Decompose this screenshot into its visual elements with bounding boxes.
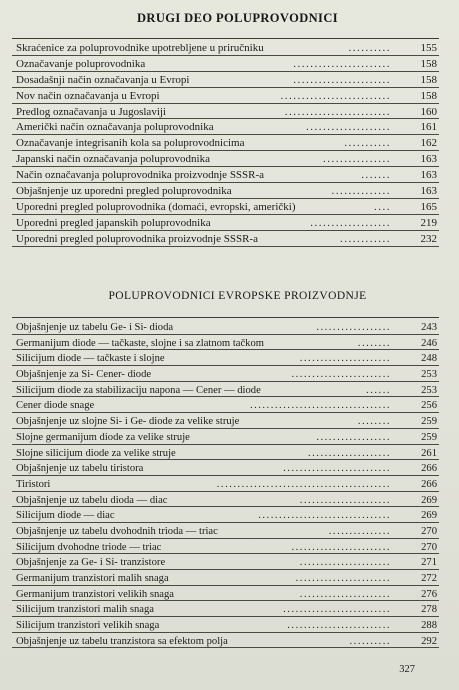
toc-entry-page-number: 253	[421, 384, 437, 396]
toc-entry	[12, 430, 439, 446]
toc-entry-title: Skraćenice za poluprovodnike upotrebljene u priručniku	[16, 42, 264, 54]
toc-entry-page-number: 266	[421, 478, 437, 490]
toc-entry-leader-dots: .......................	[293, 73, 391, 86]
toc-entry-leader-dots: ...............	[328, 525, 391, 537]
toc-entry	[12, 524, 439, 540]
toc-entry-leader-dots: ......................	[299, 494, 391, 506]
toc-entry-page-number: 253	[421, 369, 437, 381]
toc-entry-leader-dots: .........................	[284, 105, 391, 118]
toc-entry-page-number: 163	[420, 185, 437, 198]
toc-entry-title: Objašnjenje uz tabelu tiristora	[16, 463, 144, 475]
toc-entry-title: Slojne silicijum diode za velike struje	[16, 447, 176, 459]
toc-entry-title: Slojne germanijum diode za velike struje	[16, 431, 190, 443]
toc-entry-page-number: 266	[421, 463, 437, 475]
toc-entry	[12, 571, 439, 587]
toc-entry	[12, 398, 439, 414]
toc-entry-title: Silicijum tranzistori velikih snaga	[16, 620, 160, 632]
toc-entry-leader-dots: ....	[374, 200, 391, 213]
toc-entry-page-number: 246	[421, 337, 437, 349]
toc-entry-page-number: 162	[420, 137, 437, 150]
toc-entry	[12, 618, 439, 634]
toc-entry-title: Silicijum dvohodne triode — triac	[16, 541, 162, 553]
toc-entry-leader-dots: .......	[361, 169, 391, 182]
toc-entry-page-number: 248	[421, 353, 437, 365]
toc-entry-leader-dots: ............	[340, 232, 391, 245]
toc-entry-leader-dots: ........................	[291, 541, 391, 553]
toc-entry	[12, 57, 439, 73]
toc-entry	[12, 152, 439, 168]
toc-entry-page-number: 270	[421, 525, 437, 537]
toc-entry-leader-dots: ..........................	[283, 604, 391, 616]
toc-entry-page-number: 232	[420, 232, 437, 245]
toc-entry-leader-dots: ..........................	[280, 89, 391, 102]
toc-entry	[12, 508, 439, 524]
toc-entry-leader-dots: ...................	[310, 216, 391, 229]
toc-entry	[12, 136, 439, 152]
toc-entry	[12, 587, 439, 603]
toc-entry-title: Označavanje integrisanih kola sa poluprovodnicima	[16, 137, 245, 150]
toc-entry	[12, 73, 439, 89]
toc-entry	[12, 540, 439, 556]
toc-entry-title: Objašnjenje uz slojne Si- i Ge- diode za velike struje	[16, 416, 240, 428]
toc-entry-page-number: 155	[420, 42, 437, 54]
toc-entry-page-number: 270	[421, 541, 437, 553]
toc-entry-leader-dots: ....................	[308, 447, 391, 459]
toc-entry-leader-dots: ...........	[344, 137, 391, 150]
toc-entry	[12, 602, 439, 618]
section-title-drugi-deo: DRUGI DEO POLUPROVODNICI	[136, 11, 339, 25]
toc-entry-page-number: 288	[421, 620, 437, 632]
toc-entry-title: Objašnjenje uz tabelu Ge- i Si- dioda	[16, 322, 174, 333]
toc-entry	[12, 89, 439, 105]
toc-entry	[12, 493, 439, 509]
toc-entry-leader-dots: .........................	[287, 620, 391, 632]
page-number: 327	[399, 664, 415, 675]
toc-entry-leader-dots: ......................	[299, 557, 391, 569]
toc-entry-leader-dots: .......................	[295, 573, 391, 584]
toc-entry-title: Predlog označavanja u Jugoslaviji	[16, 105, 166, 118]
toc-entry-leader-dots: ..........	[349, 635, 391, 647]
toc-entry-title: Cener diode snage	[16, 400, 95, 412]
toc-entry-page-number: 256	[421, 400, 437, 412]
toc-entry-leader-dots: ..........................................	[216, 478, 391, 490]
toc-entry-page-number: 271	[421, 557, 437, 569]
toc-entry-title: Uporedni pregled poluprovodnika proizvodnje SSSR-a	[16, 232, 258, 245]
toc-entry	[12, 184, 439, 200]
toc-entry-title: Tiristori	[16, 478, 51, 490]
toc-entry-title: Objašnjenje za Ge- i Si- tranzistore	[16, 557, 166, 569]
toc-entry-title: Objašnjenje uz tabelu dioda — diac	[16, 494, 168, 506]
toc-entry-page-number: 276	[421, 588, 437, 600]
toc-entry	[12, 168, 439, 184]
toc-entry	[12, 336, 439, 352]
toc-entry-leader-dots: ......	[366, 384, 391, 396]
toc-list-section-2	[12, 320, 439, 649]
toc-entry	[12, 414, 439, 430]
toc-entry-leader-dots: ..................................	[249, 400, 391, 412]
toc-entry-page-number: 278	[421, 604, 437, 616]
toc-entry	[12, 634, 439, 650]
toc-entry-leader-dots: ....................	[306, 121, 391, 134]
toc-entry-page-number: 165	[420, 200, 437, 213]
toc-entry-leader-dots: ........	[357, 416, 391, 428]
toc-entry	[12, 320, 439, 336]
toc-entry	[12, 461, 439, 477]
section-divider	[12, 317, 439, 318]
toc-entry	[12, 477, 439, 493]
toc-entry	[12, 200, 439, 216]
toc-entry-title: Silicijum diode — tačkaste i slojne	[16, 353, 165, 365]
toc-entry-leader-dots: ................	[323, 153, 391, 166]
toc-entry	[12, 120, 439, 136]
toc-entry-page-number: 219	[420, 216, 437, 229]
toc-entry-page-number: 269	[421, 494, 437, 506]
toc-entry-leader-dots: ..................	[316, 431, 391, 443]
toc-entry-title: Američki način označavanja poluprovodnika	[16, 121, 214, 134]
toc-entry-title: Označavanje poluprovodnika	[16, 57, 146, 70]
toc-entry-leader-dots: ......................	[299, 588, 391, 600]
toc-entry-title: Objašnjenje uz tabelu tranzistora sa efektom polja	[16, 635, 228, 647]
toc-entry-page-number: 259	[421, 431, 437, 443]
toc-entry-leader-dots: ..........................	[283, 463, 391, 475]
toc-entry-page-number: 163	[420, 153, 437, 166]
toc-entry	[12, 232, 439, 248]
toc-entry	[12, 555, 439, 571]
toc-entry-title: Silicijum tranzistori malih snaga	[16, 604, 154, 616]
toc-entry-page-number: 161	[420, 121, 437, 134]
toc-entry-title: Germanijum diode — tačkaste, slojne i sa zlatnom tačkom	[16, 337, 265, 349]
toc-entry-page-number: 158	[420, 57, 437, 70]
toc-entry-leader-dots: ..................	[316, 322, 391, 333]
toc-entry-title: Dosadašnji način označavanja u Evropi	[16, 73, 190, 86]
toc-entry	[12, 105, 439, 121]
toc-entry-title: Germanijum tranzistori malih snaga	[16, 573, 169, 584]
toc-entry-page-number: 160	[420, 105, 437, 118]
toc-entry-title: Uporedni pregled poluprovodnika (domaći, evropski, američki)	[16, 200, 296, 213]
toc-entry	[12, 383, 439, 399]
toc-entry-leader-dots: .......................	[293, 57, 391, 70]
toc-entry-page-number: 163	[420, 169, 437, 182]
toc-entry-title: Nov način označavanja u Evropi	[16, 89, 160, 102]
toc-entry	[12, 446, 439, 462]
toc-entry-leader-dots: ..............	[331, 185, 391, 198]
toc-entry-page-number: 272	[421, 573, 437, 584]
toc-entry-title: Objašnjenje uz uporedni pregled poluprovodnika	[16, 185, 232, 198]
toc-entry-title: Objašnjenje uz tabelu dvohodnih trioda — triac	[16, 525, 218, 537]
toc-entry-page-number: 261	[421, 447, 437, 459]
toc-entry	[12, 351, 439, 367]
section-divider	[12, 38, 439, 39]
toc-entry	[12, 216, 439, 232]
toc-entry-title: Objašnjenje za Si- Cener- diode	[16, 369, 152, 381]
toc-list-section-1	[12, 41, 439, 248]
toc-entry-title: Uporedni pregled japanskih poluprovodnika	[16, 216, 211, 229]
toc-entry	[12, 41, 439, 57]
toc-entry-title: Silicijum diode za stabilizaciju napona — Cener — diode	[16, 384, 261, 396]
toc-entry-page-number: 259	[421, 416, 437, 428]
toc-entry-title: Način označavanja poluprovodnika proizvodnje SSSR-a	[16, 169, 265, 182]
toc-entry-leader-dots: ......................	[299, 353, 391, 365]
toc-entry-page-number: 292	[421, 635, 437, 647]
toc-entry-leader-dots: ........	[357, 337, 391, 349]
section-title-evropske-proizvodnje: POLUPROVODNICI EVROPSKE PROIZVODNJE	[108, 290, 367, 302]
toc-entry-leader-dots: ..........	[348, 42, 391, 54]
toc-entry-page-number: 269	[421, 510, 437, 522]
toc-entry-title: Silicijum diode — diac	[16, 510, 115, 522]
toc-entry-page-number: 158	[420, 89, 437, 102]
toc-entry-page-number: 158	[420, 73, 437, 86]
toc-entry-title: Japanski način označavanja poluprovodnika	[16, 153, 210, 166]
toc-entry-title: Germanijum tranzistori velikih snaga	[16, 588, 174, 600]
toc-entry-leader-dots: ........................	[291, 369, 391, 381]
toc-entry-page-number: 243	[421, 322, 437, 333]
toc-entry	[12, 367, 439, 383]
toc-entry-leader-dots: ................................	[258, 510, 391, 522]
